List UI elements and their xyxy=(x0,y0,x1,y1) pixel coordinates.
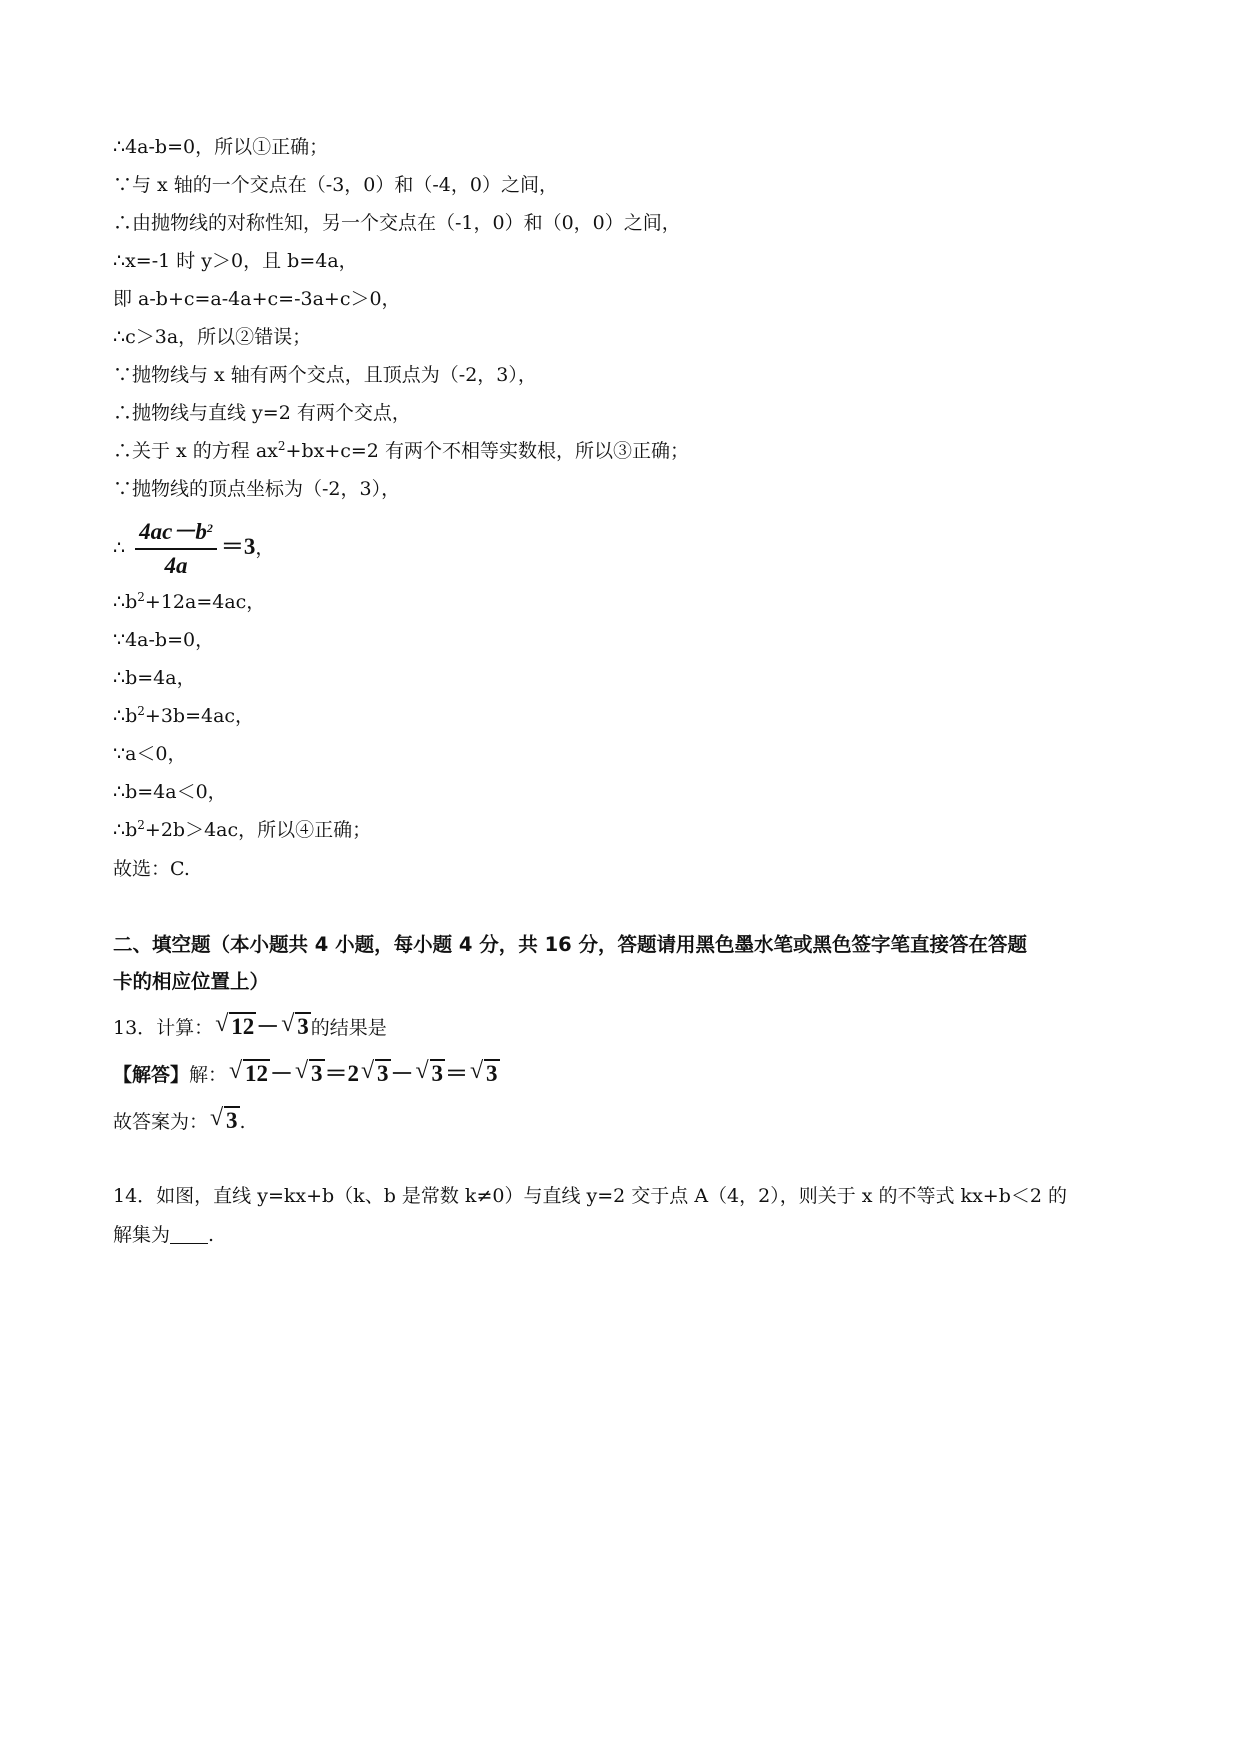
derivation-line-5 xyxy=(113,742,187,766)
q13-suffix: 的结果是 xyxy=(310,1017,387,1039)
derivation-line-4 xyxy=(113,704,254,728)
formula-rhs: ＝3 xyxy=(220,534,256,559)
derivation-rest: +2b＞4ac，所以④正确； xyxy=(144,819,372,841)
equation-root-suffix: +bx+c=2 有两个不相等实数根，所以③正确； xyxy=(285,440,689,462)
vertex-formula-line xyxy=(113,516,274,578)
answer-suffix: . xyxy=(239,1111,246,1133)
derivation-line-3 xyxy=(113,666,196,690)
q14-line-1: 14．如图，直线 y=kx+b（k、b 是常数 k≠0）与直线 y=2 交于点 A（4，2），则关于 x 的不等式 kx+b＜2 的 xyxy=(113,1185,1067,1207)
derivation-line-6 xyxy=(113,780,227,804)
radical-sign: √ xyxy=(361,1058,375,1084)
derivation-line-1 xyxy=(113,590,265,614)
q13-answer xyxy=(113,1104,246,1139)
derivation-rest: +12a=4ac， xyxy=(144,591,266,613)
derivation-base: ∴b=4a， xyxy=(113,667,196,689)
minus-sign: － xyxy=(270,1061,294,1086)
radicand: 3 xyxy=(486,1061,498,1086)
derivation-base: ∴b=4a＜0， xyxy=(113,781,227,803)
derivation-exp: 2 xyxy=(137,704,145,718)
radicand: 3 xyxy=(226,1108,238,1133)
radicand: 3 xyxy=(377,1061,389,1086)
solution-line-5: 即 a-b+c=a-4a+c=-3a+c＞0， xyxy=(113,288,401,310)
radicand: 3 xyxy=(297,1014,309,1039)
derivation-exp: 2 xyxy=(137,590,145,604)
minus-sign: － xyxy=(256,1014,280,1039)
derivation-rest: +3b=4ac， xyxy=(144,705,255,727)
fraction-denominator: 4a xyxy=(164,553,188,578)
sqrt-3 xyxy=(361,1057,391,1091)
q13-question xyxy=(113,1010,387,1045)
radical-sign: √ xyxy=(229,1058,243,1084)
sqrt-3 xyxy=(281,1010,311,1044)
derivation-exp: 2 xyxy=(137,818,145,832)
vertex-line: ∵抛物线的顶点坐标为（-2，3）， xyxy=(113,478,401,500)
radicand: 3 xyxy=(431,1061,444,1086)
radical-sign: √ xyxy=(295,1058,309,1084)
radical-sign: √ xyxy=(210,1105,224,1131)
equation-root-line xyxy=(113,439,689,463)
answer-line: 故选：C. xyxy=(113,858,190,880)
equals-two: ＝2 xyxy=(324,1061,360,1086)
minus-sign: － xyxy=(390,1061,414,1086)
radical-sign: √ xyxy=(215,1011,229,1037)
sqrt-3 xyxy=(470,1057,500,1091)
answer-prefix: 故答案为： xyxy=(113,1111,209,1133)
derivation-base: ∴b xyxy=(113,819,138,841)
section-heading-line-2: 卡的相应位置上） xyxy=(113,970,270,993)
equals-sign: ＝ xyxy=(445,1061,469,1086)
solution-line-3: ∴由抛物线的对称性知，另一个交点在（-1，0）和（0，0）之间， xyxy=(113,212,681,234)
sqrt-12 xyxy=(215,1010,256,1044)
solution-line-8: ∴抛物线与直线 y=2 有两个交点， xyxy=(113,402,411,424)
q14-prefix: 解集为 xyxy=(113,1224,171,1246)
sqrt-3 xyxy=(416,1057,446,1091)
radical-sign: √ xyxy=(281,1011,295,1037)
solution-line-4: ∴x=-1 时 y＞0，且 b=4a， xyxy=(113,250,358,272)
q13-prefix: 13．计算： xyxy=(113,1017,214,1039)
q13-solution xyxy=(113,1057,500,1092)
fraction-numerator xyxy=(135,519,217,550)
derivation-line-7 xyxy=(113,818,371,842)
solution-line-1: ∴4a-b=0，所以①正确； xyxy=(113,136,329,158)
radicand: 12 xyxy=(245,1061,269,1086)
numerator-exp: 2 xyxy=(206,521,213,535)
solution-label: 【解答】 xyxy=(113,1064,190,1086)
equation-root-exp: 2 xyxy=(277,439,286,453)
derivation-base: ∵4a-b=0， xyxy=(113,629,215,651)
derivation-base: ∴b xyxy=(113,705,138,727)
radical-sign: √ xyxy=(415,1058,429,1084)
radicand: 12 xyxy=(231,1014,255,1039)
equation-root-prefix: ∴关于 x 的方程 ax xyxy=(113,440,278,462)
derivation-line-2 xyxy=(113,628,214,652)
sqrt-3 xyxy=(210,1104,240,1138)
solution-prefix: 解： xyxy=(189,1064,228,1086)
vertex-formula-fraction xyxy=(135,519,217,579)
radicand: 3 xyxy=(311,1061,323,1086)
sqrt-12 xyxy=(229,1057,270,1091)
formula-prefix: ∴ xyxy=(113,537,126,559)
formula-suffix: ， xyxy=(255,537,275,559)
radical-sign: √ xyxy=(470,1058,484,1084)
answer-blank[interactable] xyxy=(170,1225,208,1244)
derivation-base: ∴b xyxy=(113,591,138,613)
q14-suffix: . xyxy=(208,1224,215,1246)
q14-line-2 xyxy=(113,1223,214,1247)
derivation-base: ∵a＜0， xyxy=(113,743,187,765)
solution-line-6: ∴c＞3a，所以②错误； xyxy=(113,326,312,348)
solution-line-2: ∵与 x 轴的一个交点在（-3，0）和（-4，0）之间， xyxy=(113,174,558,196)
sqrt-3 xyxy=(295,1057,325,1091)
section-heading-line-1: 二、填空题（本小题共 4 小题，每小题 4 分，共 16 分，答题请用黑色墨水笔或黑色签字笔直接答在答题 xyxy=(113,933,1028,956)
numerator-main: 4ac－b xyxy=(139,519,207,544)
solution-line-7: ∵抛物线与 x 轴有两个交点，且顶点为（-2，3）， xyxy=(113,364,537,386)
